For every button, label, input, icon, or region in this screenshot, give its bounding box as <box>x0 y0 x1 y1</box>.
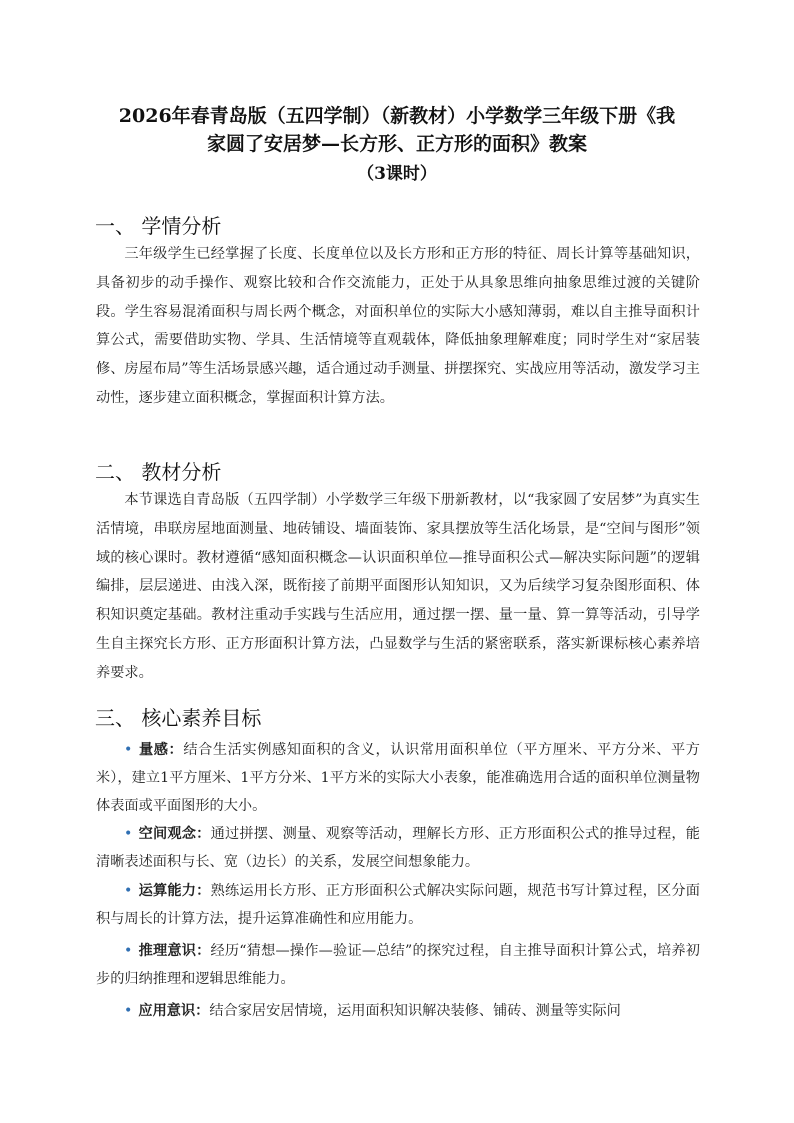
goal-item-quantity-sense: • 量感：结合生活实例感知面积的含义，认识常用面积单位（平方厘米、平方分米、平方米），建立1平方厘米、1平方分米、1平方米的实际大小表象，能准确选用合适的面积单位测量物体表面或平面图形的大小。 <box>96 742 700 814</box>
learner-analysis-paragraph: 三年级学生已经掌握了长度、长度单位以及长方形和正方形的特征、周长计算等基础知识，具备初步的动手操作、观察比较和合作交流能力，正处于从具象思维向抽象思维过渡的关键阶段。学生容易混淆面积与周长两个概念，对面积单位的实际大小感知薄弱，难以自主推导面积计算公式，需要借助实物、学具、生活情境等直观载体，降低抽象理解难度；同时学生对“家居装修、房屋布局”等生活场景感兴趣，适合通过动手测量、拼摆探究、实战应用等活动，激发学习主动性，逐步建立面积概念，掌握面积计算方法。 <box>96 246 700 406</box>
goal-item-application-awareness: • 应用意识：结合家居安居情境，运用面积知识解决装修、铺砖、测量等实际问 <box>124 1003 621 1019</box>
bullet-dot-icon: • <box>124 943 133 959</box>
document-title-line-3: （3课时） <box>357 164 437 184</box>
bullet-dot-icon: • <box>124 742 133 758</box>
bullet-dot-icon: • <box>124 826 133 842</box>
document-title-line-1: 2026年春青岛版（五四学制）（新教材）小学数学三年级下册《我 <box>118 105 676 127</box>
goal-item-computation-ability: • 运算能力：熟练运用长方形、正方形面积公式解决实际问题，规范书写计算过程，区分面积与周长的计算方法，提升运算准确性和应用能力。 <box>96 883 700 927</box>
section-heading-textbook-analysis: 二、 教材分析 <box>95 460 222 484</box>
document-title-line-2: 家圆了安居梦—长方形、正方形的面积》教案 <box>206 133 587 155</box>
bullet-dot-icon: • <box>124 1003 133 1019</box>
textbook-analysis-paragraph: 本节课选自青岛版（五四学制）小学数学三年级下册新教材，以“我家圆了安居梦”为真实生活情境，串联房屋地面测量、地砖铺设、墙面装饰、家具摆放等生活化场景，是“空间与图形”领域的核心课时。教材遵循“感知面积概念—认识面积单位—推导面积公式—解决实际问题”的逻辑编排，层层递进、由浅入深，既衔接了前期平面图形认知知识，又为后续学习复杂图形面积、体积知识奠定基础。教材注重动手实践与生活应用，通过摆一摆、量一量、算一算等活动，引导学生自主探究长方形、正方形面积计算方法，凸显数学与生活的紧密联系，落实新课标核心素养培养要求。 <box>96 492 700 681</box>
goal-item-reasoning-awareness: • 推理意识：经历“猜想—操作—验证—总结”的探究过程，自主推导面积计算公式，培养初步的归纳推理和逻辑思维能力。 <box>96 943 700 987</box>
section-heading-core-literacy-goals: 三、 核心素养目标 <box>95 706 262 730</box>
bullet-dot-icon: • <box>124 883 133 899</box>
section-heading-learner-analysis: 一、 学情分析 <box>95 214 222 238</box>
goal-item-spatial-concept: • 空间观念：通过拼摆、测量、观察等活动，理解长方形、正方形面积公式的推导过程，能清晰表述面积与长、宽（边长）的关系，发展空间想象能力。 <box>96 826 700 870</box>
